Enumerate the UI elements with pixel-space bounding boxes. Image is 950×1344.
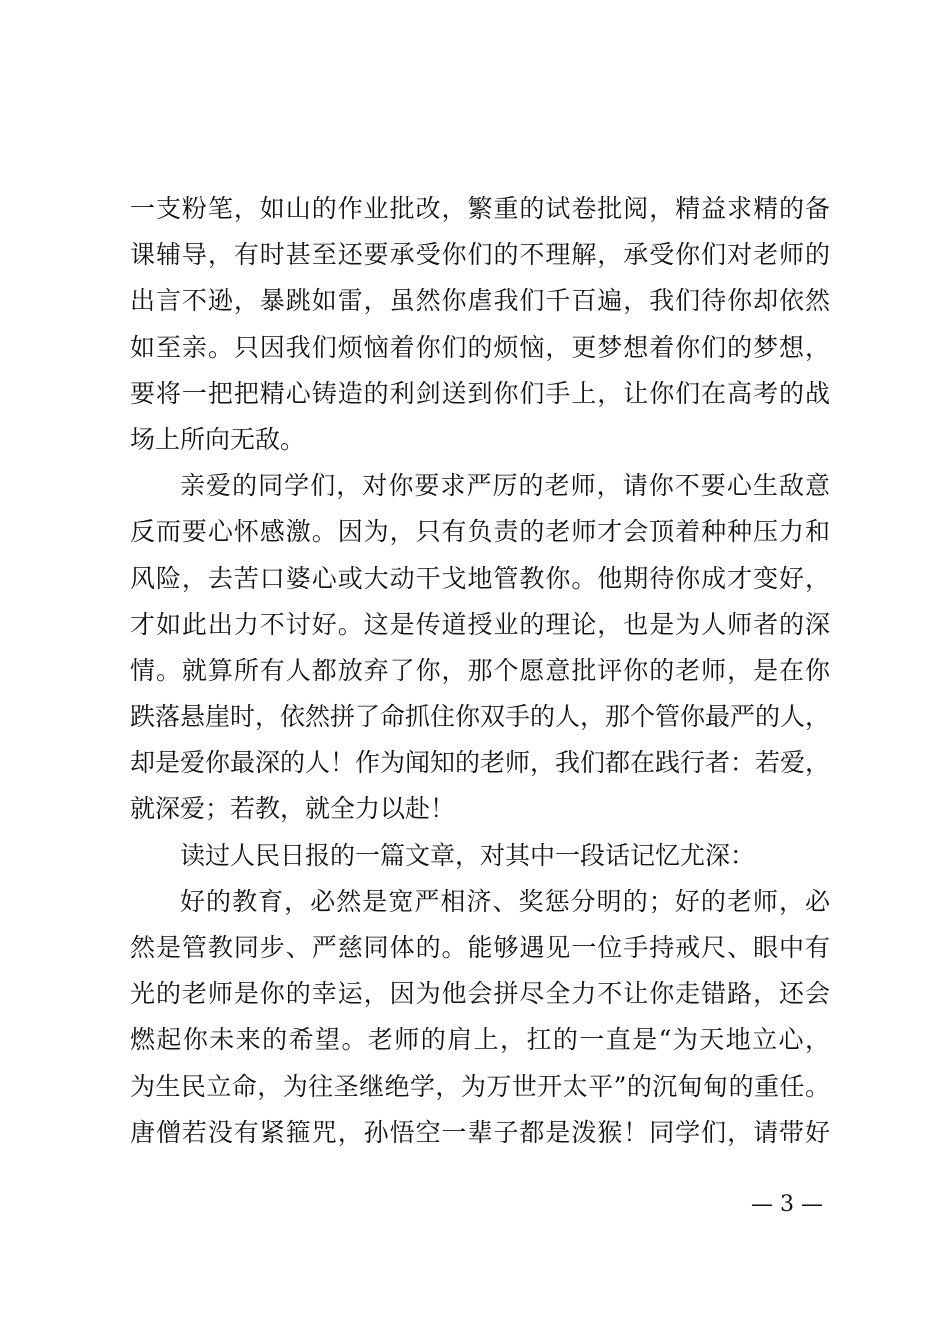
text-line: 才如此出力不讨好。这是传道授业的理论，也是为人师者的深: [130, 609, 830, 639]
text-line: 风险，去苦口婆心或大动干戈地管教你。他期待你成才变好，: [130, 563, 830, 593]
text-line: 亲爱的同学们，对你要求严厉的老师，请你不要心生敌意: [180, 471, 830, 501]
text-line: 好的教育，必然是宽严相济、奖惩分明的；好的老师，必: [180, 886, 830, 916]
text-line: 跌落悬崖时，依然拼了命抓住你双手的人，那个管你最严的人，: [130, 702, 831, 732]
text-line: 光的老师是你的幸运，因为他会拼尽全力不让你走错路，还会: [130, 979, 830, 1009]
text-line: 反而要心怀感激。因为，只有负责的老师才会顶着种种压力和: [130, 517, 830, 547]
text-line: 读过人民日报的一篇文章，对其中一段话记忆尤深：: [180, 840, 756, 870]
text-line: 为生民立命，为往圣继绝学，为万世开太平”的沉甸甸的重任。: [130, 1071, 830, 1101]
text-line: 然是管教同步、严慈同体的。能够遇见一位手持戒尺、眼中有: [130, 933, 830, 962]
text-line: 一支粉笔，如山的作业批改，繁重的试卷批阅，精益求精的备: [130, 194, 830, 223]
text-line: 要将一把把精心铸造的利剑送到你们手上，让你们在高考的战: [130, 378, 830, 408]
text-line: 出言不逊，暴跳如雷，虽然你虐我们千百遍，我们待你却依然: [130, 286, 830, 316]
text-line: 却是爱你最深的人！作为闻知的老师，我们都在践行者：若爱，: [130, 748, 831, 778]
text-line: 唐僧若没有紧箍咒，孙悟空一辈子都是泼猴！同学们，请带好: [130, 1117, 830, 1147]
text-line: 就深爱；若教，就全力以赴！: [130, 794, 456, 824]
body-text: [130, 186, 830, 1156]
text-line: 燃起你未来的希望。老师的肩上，扛的一直是“为天地立心，: [130, 1025, 830, 1055]
text-line: 课辅导，有时甚至还要承受你们的不理解，承受你们对老师的: [130, 240, 830, 270]
page-number: — 3 —: [751, 1192, 823, 1217]
text-line: 如至亲。只因我们烦恼着你们的烦恼，更梦想着你们的梦想，: [130, 332, 830, 362]
text-line: 情。就算所有人都放弃了你，那个愿意批评你的老师，是在你: [130, 655, 830, 685]
text-line: 场上所向无敌。: [130, 424, 306, 454]
